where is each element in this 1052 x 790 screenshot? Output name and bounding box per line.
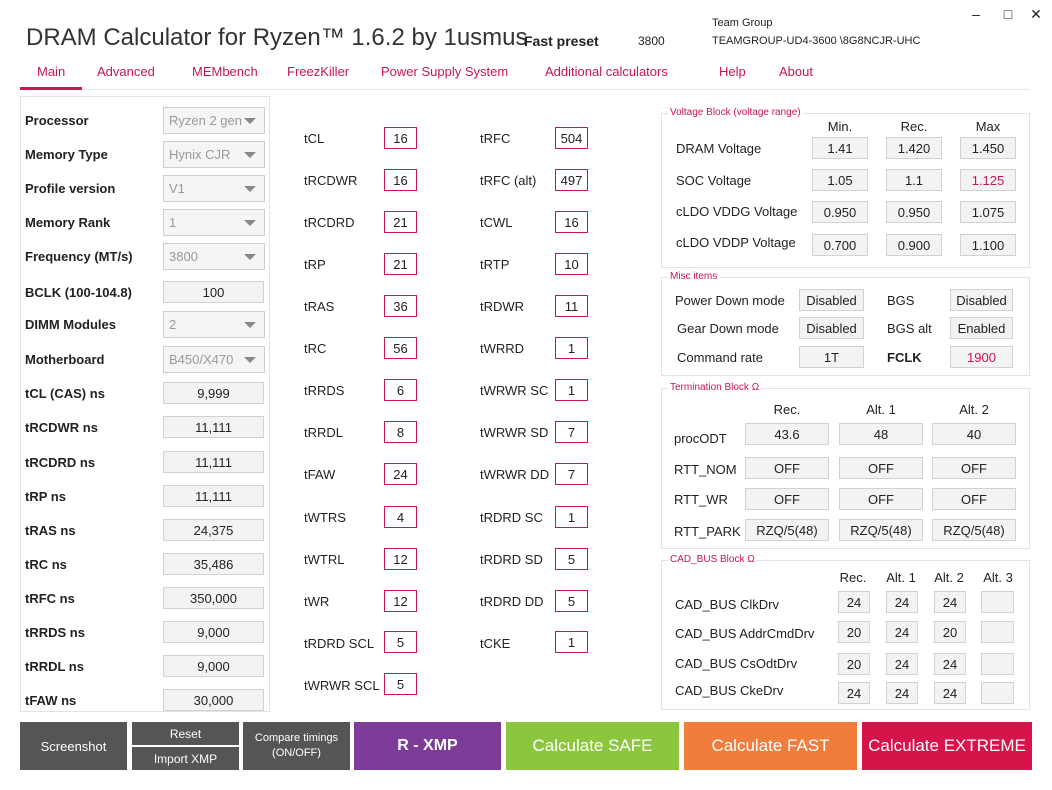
memory-part-number: TEAMGROUP-UD4-3600 \8G8NCJR-UHC	[712, 35, 921, 47]
memory-rank-row	[25, 209, 265, 235]
motherboard-select[interactable]: B450/X470	[163, 346, 265, 373]
chevron-down-icon	[244, 220, 256, 226]
ns-label: tCL (CAS) ns	[25, 386, 105, 401]
timing-value-trtp: 10	[555, 253, 588, 275]
soc-voltage-rec: 1.1	[886, 169, 942, 191]
timing-label-tfaw: tFAW	[304, 467, 336, 482]
cad-header-rec: Rec.	[839, 570, 867, 585]
settings-panel	[20, 96, 270, 712]
memory-rank-select[interactable]: 1	[163, 209, 265, 236]
cad-ckedrv-alt2: 24	[934, 682, 966, 704]
timing-value-tras: 36	[384, 295, 417, 317]
cad-clkdrv-rec: 24	[838, 591, 870, 613]
memory-rank-label: Memory Rank	[25, 215, 111, 230]
memory-type-label: Memory Type	[25, 147, 108, 162]
misc-block	[661, 271, 1030, 376]
rtt-wr-alt1: OFF	[839, 488, 923, 510]
timing-value-twrwr-sc: 1	[555, 379, 588, 401]
timing-label-trtp: tRTP	[480, 257, 510, 272]
timing-label-tcwl: tCWL	[480, 215, 513, 230]
gear-down-value[interactable]: Disabled	[799, 317, 864, 339]
bgs-alt-label: BGS alt	[887, 321, 932, 336]
timing-value-trcdwr: 16	[384, 169, 417, 191]
processor-label: Processor	[25, 113, 89, 128]
soc-voltage-max: 1.125	[960, 169, 1016, 191]
power-down-value[interactable]: Disabled	[799, 289, 864, 311]
ns-value: 9,000	[163, 621, 264, 643]
import-xmp-button[interactable]: Import XMP	[132, 747, 239, 770]
rtt-wr-rec: OFF	[745, 488, 829, 510]
timing-label-tcl: tCL	[304, 131, 325, 146]
rtt-wr-label: RTT_WR	[674, 492, 728, 507]
dram-voltage-rec: 1.420	[886, 137, 942, 159]
termination-header-alt2: Alt. 2	[959, 402, 989, 417]
ns-label: tRAS ns	[25, 523, 76, 538]
preset-value: 3800	[638, 34, 665, 48]
soc-voltage-min: 1.05	[812, 169, 868, 191]
timing-value-trdrd-scl: 5	[384, 631, 417, 653]
ns-row	[25, 517, 265, 543]
ns-value: 350,000	[163, 587, 264, 609]
tab-help[interactable]: Help	[719, 64, 746, 79]
cad-csodtdrv-label: CAD_BUS CsOdtDrv	[675, 656, 798, 671]
timing-value-trrdl: 8	[384, 421, 417, 443]
timing-value-trdrd-sd: 5	[555, 548, 588, 570]
vddp-voltage-min: 0.700	[812, 234, 868, 256]
timing-label-trc: tRC	[304, 341, 327, 356]
dram-voltage-label: DRAM Voltage	[676, 141, 762, 156]
calculate-extreme-button[interactable]: Calculate EXTREME	[862, 722, 1032, 770]
ns-label: tRC ns	[25, 557, 67, 572]
cad-header-alt2: Alt. 2	[934, 570, 964, 585]
vddp-voltage-label: cLDO VDDP Voltage	[676, 235, 796, 250]
rtt-wr-alt2: OFF	[932, 488, 1016, 510]
ns-label: tRFC ns	[25, 591, 75, 606]
cad-ckedrv-alt1: 24	[886, 682, 918, 704]
timing-value-trc: 56	[384, 337, 417, 359]
timing-value-trdrd-dd: 5	[555, 590, 588, 612]
ns-row	[25, 619, 265, 645]
ns-label: tRCDRD ns	[25, 455, 96, 470]
timing-label-trdrd-scl: tRDRD SCL	[304, 636, 375, 651]
timing-label-twrwr-scl: tWRWR SCL	[304, 678, 380, 693]
timing-label-tras: tRAS	[304, 299, 335, 314]
cad-ckedrv-rec: 24	[838, 682, 870, 704]
cad-addrcmddrv-rec: 20	[838, 621, 870, 643]
main-nav	[20, 60, 1030, 90]
rtt-nom-alt2: OFF	[932, 457, 1016, 479]
timing-label-twrwr-sc: tWRWR SC	[480, 383, 549, 398]
voltage-header-min: Min.	[827, 119, 853, 134]
cad-addrcmddrv-alt3	[981, 621, 1014, 643]
dram-voltage-min: 1.41	[812, 137, 868, 159]
bgs-label: BGS	[887, 293, 915, 308]
cad-ckedrv-label: CAD_BUS CkeDrv	[675, 683, 784, 698]
calculate-safe-button[interactable]: Calculate SAFE	[506, 722, 679, 770]
fclk-label: FCLK	[887, 350, 922, 365]
ns-value: 24,375	[163, 519, 264, 541]
rtt-nom-alt1: OFF	[839, 457, 923, 479]
command-rate-value[interactable]: 1T	[799, 346, 864, 368]
tab-membench[interactable]: MEMbench	[192, 64, 258, 79]
timing-value-twr: 12	[384, 590, 417, 612]
power-down-label: Power Down mode	[675, 293, 785, 308]
cad-clkdrv-label: CAD_BUS ClkDrv	[675, 597, 780, 612]
cad-addrcmddrv-label: CAD_BUS AddrCmdDrv	[675, 626, 815, 641]
close-button[interactable]: ✕	[1030, 6, 1042, 22]
timing-label-trdrd-sd: tRDRD SD	[480, 552, 543, 567]
procodt-label: procODT	[674, 431, 727, 446]
ns-row	[25, 653, 265, 679]
profile-version-row	[25, 175, 265, 201]
cad-header-alt3: Alt. 3	[983, 570, 1013, 585]
rtt-nom-rec: OFF	[745, 457, 829, 479]
timing-value-twrwr-scl: 5	[384, 673, 417, 695]
calculate-fast-button[interactable]: Calculate FAST	[684, 722, 857, 770]
cad-clkdrv-alt1: 24	[886, 591, 918, 613]
timing-label-trfc-alt: tRFC (alt)	[480, 173, 537, 188]
bgs-alt-value[interactable]: Enabled	[950, 317, 1013, 339]
soc-voltage-label: SOC Voltage	[676, 173, 752, 188]
timing-value-tcl: 16	[384, 127, 417, 149]
vddp-voltage-rec: 0.900	[886, 234, 942, 256]
compare-timings-button[interactable]: Compare timings (ON/OFF)	[243, 722, 350, 770]
procodt-rec: 43.6	[745, 423, 829, 445]
procodt-alt2: 40	[932, 423, 1016, 445]
profile-version-label: Profile version	[25, 181, 116, 196]
tab-power-supply-system[interactable]: Power Supply System	[381, 64, 509, 79]
memory-type-row	[25, 141, 265, 167]
chevron-down-icon	[244, 357, 256, 363]
timing-value-tfaw: 24	[384, 463, 417, 485]
timing-value-trdrd-sc: 1	[555, 506, 588, 528]
timing-value-trfc: 504	[555, 127, 588, 149]
motherboard-label: Motherboard	[25, 352, 105, 367]
bclk-input[interactable]: 100	[163, 281, 264, 303]
frequency-row	[25, 243, 265, 269]
ns-row	[25, 380, 265, 406]
tab-main[interactable]: Main	[37, 64, 66, 79]
termination-header-rec: Rec.	[773, 402, 801, 417]
voltage-block-title: Voltage Block (voltage range)	[670, 107, 801, 118]
command-rate-label: Command rate	[677, 350, 763, 365]
dram-voltage-max: 1.450	[960, 137, 1016, 159]
timing-value-trdwr: 11	[555, 295, 588, 317]
cad-bus-block-title: CAD_BUS Block Ω	[670, 554, 755, 565]
timing-value-tcwl: 16	[555, 211, 588, 233]
ns-label: tRCDWR ns	[25, 420, 98, 435]
timing-value-twrwr-dd: 7	[555, 463, 588, 485]
ns-row	[25, 483, 265, 509]
timing-label-twtrs: tWTRS	[304, 510, 346, 525]
timing-value-twrrd: 1	[555, 337, 588, 359]
ns-label: tRRDS ns	[25, 625, 85, 640]
timing-value-trcdrd: 21	[384, 211, 417, 233]
ns-row	[25, 687, 265, 713]
processor-row	[25, 107, 265, 133]
motherboard-row	[25, 346, 265, 372]
voltage-header-rec: Rec.	[900, 119, 928, 134]
chevron-down-icon	[244, 118, 256, 124]
cad-header-alt1: Alt. 1	[886, 570, 916, 585]
rtt-nom-label: RTT_NOM	[674, 462, 737, 477]
timing-value-trfc-alt: 497	[555, 169, 588, 191]
ns-row	[25, 449, 265, 475]
cad-clkdrv-alt2: 24	[934, 591, 966, 613]
timing-label-trfc: tRFC	[480, 131, 511, 146]
vddg-voltage-max: 1.075	[960, 201, 1016, 223]
vddp-voltage-max: 1.100	[960, 234, 1016, 256]
timing-label-twrrd: tWRRD	[480, 341, 525, 356]
tab-additional-calculators[interactable]: Additional calculators	[545, 64, 668, 79]
timing-label-trp: tRP	[304, 257, 326, 272]
termination-header-alt1: Alt. 1	[866, 402, 896, 417]
bclk-label: BCLK (100-104.8)	[25, 285, 132, 300]
voltage-block	[661, 107, 1030, 268]
tab-freezkiller[interactable]: FreezKiller	[287, 64, 350, 79]
tab-advanced[interactable]: Advanced	[97, 64, 155, 79]
ns-value: 11,111	[163, 416, 264, 438]
profile-version-select[interactable]: V1	[163, 175, 265, 202]
cad-csodtdrv-alt2: 24	[934, 653, 966, 675]
dimm-modules-label: DIMM Modules	[25, 317, 116, 332]
ns-value: 11,111	[163, 485, 264, 507]
cad-addrcmddrv-alt1: 24	[886, 621, 918, 643]
ns-row	[25, 551, 265, 577]
ns-label: tRRDL ns	[25, 659, 84, 674]
app-title: DRAM Calculator for Ryzen™ 1.6.2 by 1usmus	[26, 24, 528, 51]
frequency-select[interactable]: 3800	[163, 243, 265, 270]
ns-value: 30,000	[163, 689, 264, 711]
timing-value-trrds: 6	[384, 379, 417, 401]
frequency-label: Frequency (MT/s)	[25, 249, 133, 264]
cad-csodtdrv-alt3	[981, 653, 1014, 675]
timing-label-trdrd-sc: tRDRD SC	[480, 510, 543, 525]
vddg-voltage-rec: 0.950	[886, 201, 942, 223]
rtt-park-rec: RZQ/5(48)	[745, 519, 829, 541]
memory-type-select[interactable]: Hynix CJR	[163, 141, 265, 168]
maximize-button[interactable]: □	[1003, 6, 1013, 22]
ns-value: 9,000	[163, 655, 264, 677]
timing-value-twtrl: 12	[384, 548, 417, 570]
ns-row	[25, 414, 265, 440]
rtt-park-label: RTT_PARK	[674, 524, 741, 539]
tab-about[interactable]: About	[779, 64, 813, 79]
procodt-alt1: 48	[839, 423, 923, 445]
cad-csodtdrv-alt1: 24	[886, 653, 918, 675]
timing-label-twtrl: tWTRL	[304, 552, 345, 567]
rtt-park-alt2: RZQ/5(48)	[932, 519, 1016, 541]
gear-down-label: Gear Down mode	[677, 321, 779, 336]
bclk-row	[25, 279, 265, 305]
chevron-down-icon	[244, 322, 256, 328]
timing-value-trp: 21	[384, 253, 417, 275]
vddg-voltage-label: cLDO VDDG Voltage	[676, 204, 798, 219]
timing-value-twtrs: 4	[384, 506, 417, 528]
voltage-header-max: Max	[975, 119, 1001, 134]
cad-ckedrv-alt3	[981, 682, 1014, 704]
timing-label-twrwr-sd: tWRWR SD	[480, 425, 549, 440]
minimize-button[interactable]: –	[972, 6, 980, 22]
chevron-down-icon	[244, 254, 256, 260]
ns-row	[25, 585, 265, 611]
timing-label-trrds: tRRDS	[304, 383, 345, 398]
timing-label-trdwr: tRDWR	[480, 299, 525, 314]
ns-value: 9,999	[163, 382, 264, 404]
screenshot-button[interactable]: Screenshot	[20, 722, 127, 770]
timing-label-twr: tWR	[304, 594, 330, 609]
ns-value: 11,111	[163, 451, 264, 473]
timing-label-tcke: tCKE	[480, 636, 511, 651]
r-xmp-button[interactable]: R - XMP	[354, 722, 501, 770]
timing-value-tcke: 1	[555, 631, 588, 653]
timing-label-twrwr-dd: tWRWR DD	[480, 467, 550, 482]
timing-label-trcdrd: tRCDRD	[304, 215, 355, 230]
cad-addrcmddrv-alt2: 20	[934, 621, 966, 643]
rtt-park-alt1: RZQ/5(48)	[839, 519, 923, 541]
chevron-down-icon	[244, 152, 256, 158]
timing-label-trcdwr: tRCDWR	[304, 173, 358, 188]
bgs-value[interactable]: Disabled	[950, 289, 1013, 311]
misc-block-title: Misc items	[670, 271, 718, 282]
processor-select[interactable]: Ryzen 2 gen	[163, 107, 265, 134]
termination-block	[661, 382, 1030, 549]
chevron-down-icon	[244, 186, 256, 192]
ns-label: tFAW ns	[25, 693, 77, 708]
timing-value-twrwr-sd: 7	[555, 421, 588, 443]
ns-label: tRP ns	[25, 489, 66, 504]
fclk-value: 1900	[950, 346, 1013, 368]
preset-label: Fast preset	[524, 33, 599, 49]
termination-block-title: Termination Block Ω	[670, 382, 760, 393]
vddg-voltage-min: 0.950	[812, 201, 868, 223]
timing-label-trdrd-dd: tRDRD DD	[480, 594, 544, 609]
reset-button[interactable]: Reset	[132, 722, 239, 745]
memory-vendor: Team Group	[712, 17, 773, 29]
cad-bus-block	[661, 554, 1030, 710]
ns-value: 35,486	[163, 553, 264, 575]
dimm-modules-select[interactable]: 2	[163, 311, 265, 338]
cad-csodtdrv-rec: 20	[838, 653, 870, 675]
dimm-modules-row	[25, 311, 265, 337]
timing-label-trrdl: tRRDL	[304, 425, 344, 440]
cad-clkdrv-alt3	[981, 591, 1014, 613]
